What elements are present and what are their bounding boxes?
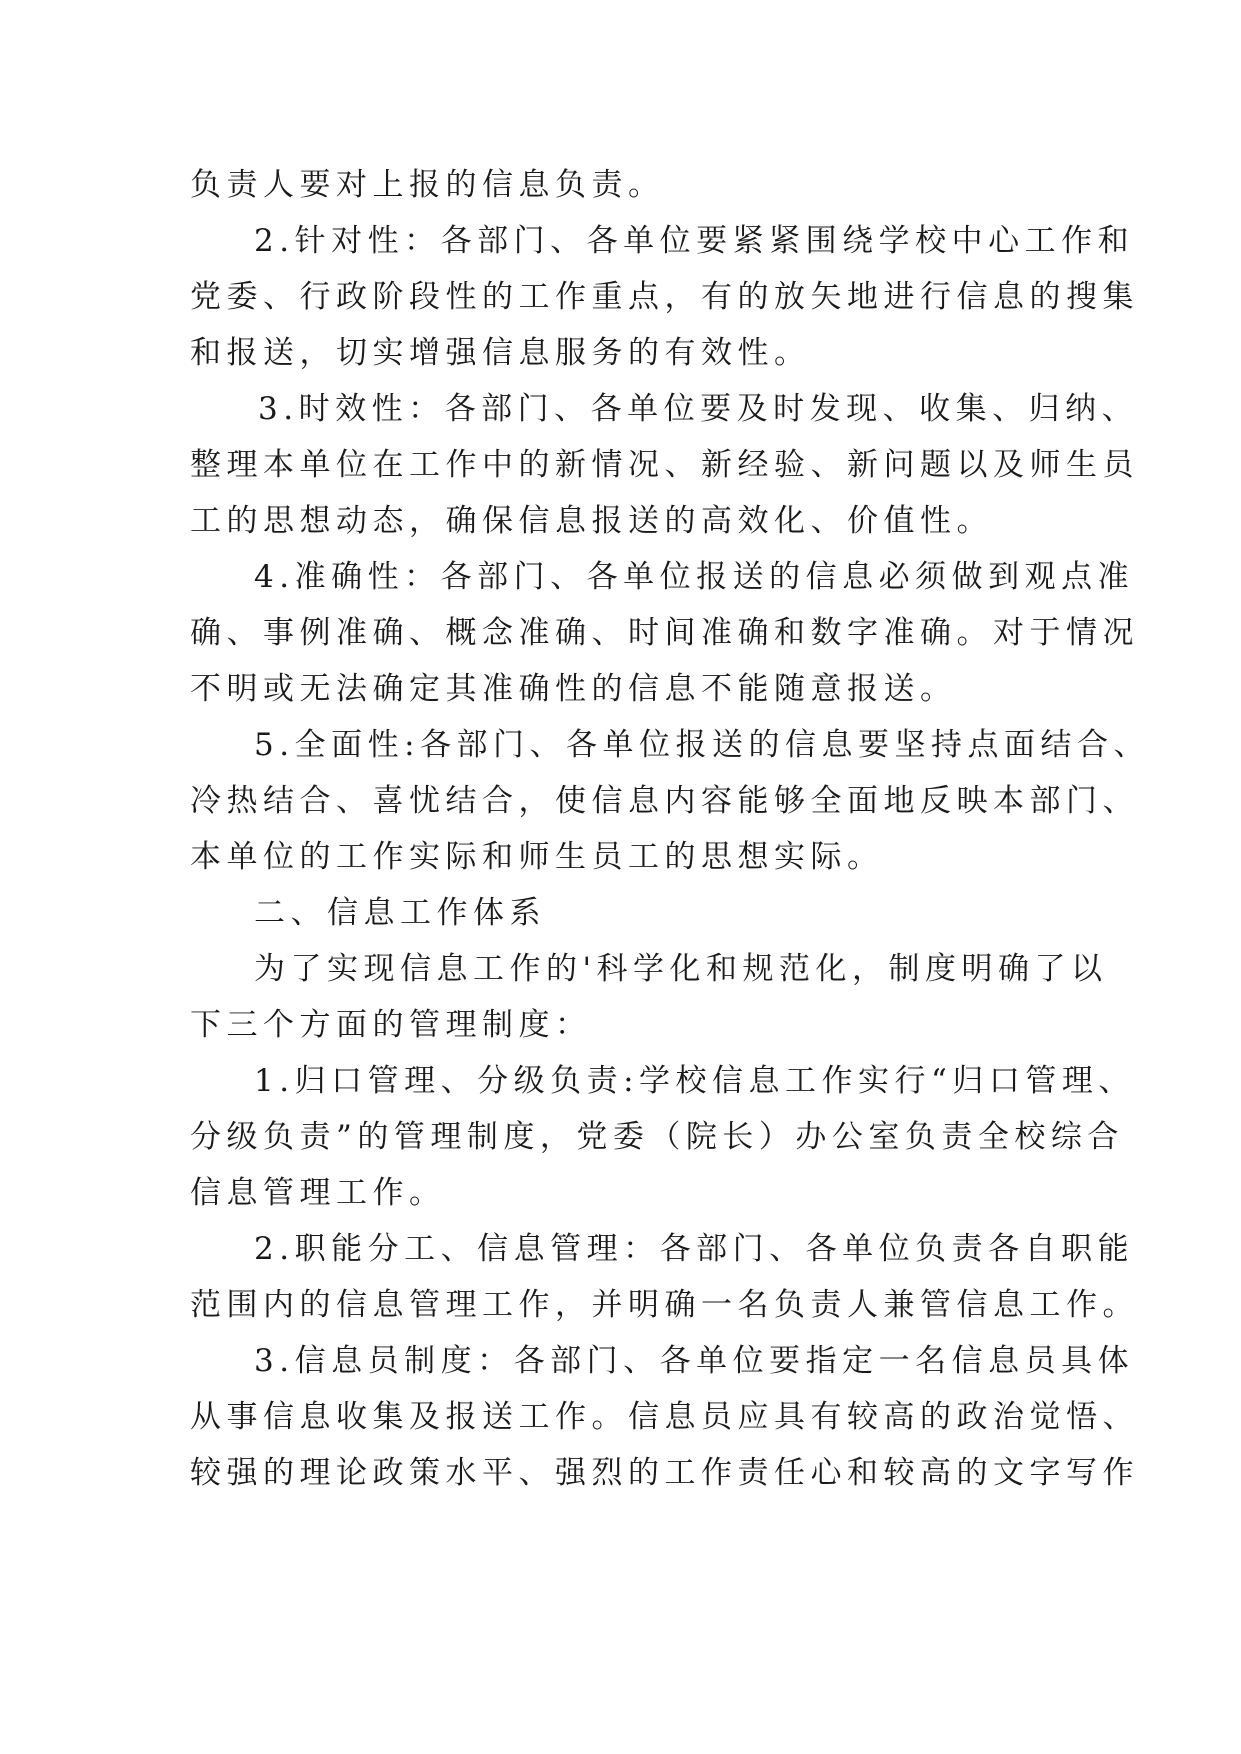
text-line-4: 和报送，切实增强信息服务的有效性。 bbox=[190, 335, 811, 371]
text-line-3: 党委、行政阶段性的工作重点，有的放矢地进行信息的搜集 bbox=[190, 279, 1139, 315]
text-line-13: 本单位的工作实际和师生员工的思想实际。 bbox=[190, 839, 884, 875]
text-line-15: 为了实现信息工作的'科学化和规范化，制度明确了以 bbox=[254, 951, 1108, 987]
text-line-1: 负责人要对上报的信息负责。 bbox=[190, 167, 665, 203]
text-line-8: 4.准确性：各部门、各单位报送的信息必须做到观点准 bbox=[254, 559, 1135, 595]
text-line-12: 冷热结合、喜忧结合，使信息内容能够全面地反映本部门、 bbox=[190, 783, 1139, 819]
text-line-20: 2.职能分工、信息管理：各部门、各单位负责各自职能 bbox=[254, 1231, 1135, 1267]
section-heading: 二、信息工作体系 bbox=[254, 895, 546, 931]
text-line-11: 5.全面性:各部门、各单位报送的信息要坚持点面结合、 bbox=[254, 727, 1151, 763]
text-line-5: 3.时效性：各部门、各单位要及时发现、收集、归纳、 bbox=[258, 391, 1139, 427]
text-line-10: 不明或无法确定其准确性的信息不能随意报送。 bbox=[190, 671, 957, 707]
text-line-22: 3.信息员制度：各部门、各单位要指定一名信息员具体 bbox=[254, 1343, 1135, 1379]
text-line-24: 较强的理论政策水平、强烈的工作责任心和较高的文字写作 bbox=[190, 1455, 1139, 1491]
text-line-18: 分级负责”的管理制度，党委（院长）办公室负责全校综合 bbox=[190, 1119, 1124, 1155]
text-line-16: 下三个方面的管理制度： bbox=[190, 1007, 592, 1043]
text-line-7: 工的思想动态，确保信息报送的高效化、价值性。 bbox=[190, 503, 993, 539]
text-line-2: 2.针对性：各部门、各单位要紧紧围绕学校中心工作和 bbox=[254, 223, 1135, 259]
text-line-9: 确、事例准确、概念准确、时间准确和数字准确。对于情况 bbox=[190, 615, 1139, 651]
text-line-6: 整理本单位在工作中的新情况、新经验、新问题以及师生员 bbox=[190, 447, 1139, 483]
text-line-17: 1.归口管理、分级负责:学校信息工作实行“归口管理、 bbox=[254, 1063, 1135, 1099]
text-line-23: 从事信息收集及报送工作。信息员应具有较高的政治觉悟、 bbox=[190, 1399, 1139, 1435]
text-line-21: 范围内的信息管理工作，并明确一名负责人兼管信息工作。 bbox=[190, 1287, 1139, 1323]
text-line-19: 信息管理工作。 bbox=[190, 1175, 446, 1211]
